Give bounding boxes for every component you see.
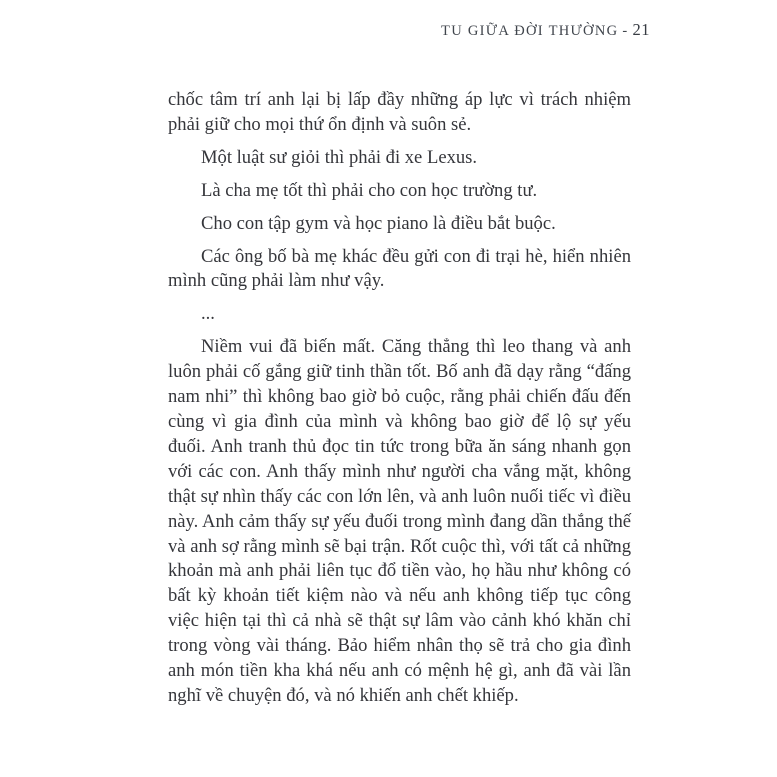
running-header <box>441 20 650 40</box>
book-title: TU GIỮA ĐỜI THƯỜNG <box>441 23 619 39</box>
header-separator: - <box>622 23 629 39</box>
paragraph: Là cha mẹ tốt thì phải cho con học trường tư. <box>201 179 538 201</box>
paragraph: Một luật sư giỏi thì phải đi xe Lexus. <box>201 146 478 168</box>
paragraph: Niềm vui đã biến mất. Căng thẳng thì leo thang và anh luôn phải cố gắng giữ tinh thần tốt. Bố anh đã dạy rằng “đấng nam nhi” thì không bao giờ bỏ cuộc, rằng phải chiến đấu đến cùng vì gia đình của mình và không bao giờ để lộ sự yếu đuối. Anh tranh thủ đọc tin tức trong bữa ăn sáng nhanh gọn với các con. Anh thấy mình như người cha vắng mặt, không thật sự nhìn thấy các con lớn lên, và anh luôn nuối tiếc vì điều này. Anh cảm thấy sự yếu đuối trong mình đang dần thắng thế và anh sợ rằng mình sẽ bại trận. Rốt cuộc thì, với tất cả những khoản mà anh phải liên tục đổ tiền vào, họ hầu như không có bất kỳ khoản tiết kiệm nào và nếu anh không tiếp tục công việc hiện tại thì cả nhà sẽ thật sự lâm vào cảnh khó khăn chỉ trong vòng vài tháng. Bảo hiểm nhân thọ sẽ trả cho gia đình anh món tiền kha khá nếu anh có mệnh hệ gì, anh đã vài lần nghĩ về chuyện đó, và nó khiến anh chết khiếp. <box>168 336 631 706</box>
body-text <box>168 88 631 709</box>
page-number: 21 <box>632 20 650 39</box>
paragraph-ellipsis: ... <box>201 303 215 325</box>
paragraph: Cho con tập gym và học piano là điều bắt buộc. <box>201 212 556 234</box>
paragraph: Các ông bố bà mẹ khác đều gửi con đi trại hè, hiển nhiên mình cũng phải làm như vậy. <box>168 245 631 292</box>
paragraph: chốc tâm trí anh lại bị lấp đầy những áp lực vì trách nhiệm phải giữ cho mọi thứ ổn định và suôn sẻ. <box>168 89 631 135</box>
